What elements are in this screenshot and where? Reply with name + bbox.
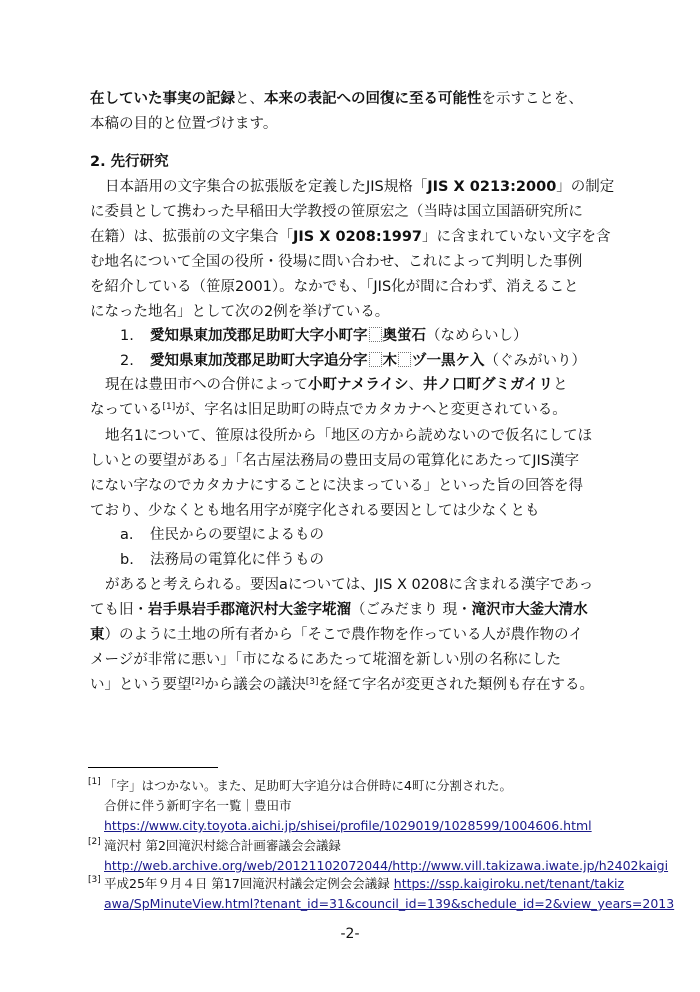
text: 在籍）は、拡張前の文字集合「 xyxy=(90,229,293,245)
missing-glyph-icon xyxy=(369,327,382,342)
paragraph-4 xyxy=(90,573,615,698)
p3-line-3: にない字なのでカタカナにすることに決まっている」といった旨の回答を得 xyxy=(90,478,583,494)
p4-line-2 xyxy=(90,598,615,623)
footnote-link-continued[interactable]: awa/SpMinuteView.html?tenant_id=31&council_id=139&schedule_id=2&view_years=2013 xyxy=(104,896,675,911)
intro-line-1 xyxy=(90,87,615,112)
bold-possibility: 本来の表記への回復に至る可能性 xyxy=(264,91,482,107)
p3-line-1: 地名1について、笹原は役所から「地区の方から読めないので仮名にしてほ xyxy=(105,428,593,444)
text: を新しい別の名称にした xyxy=(401,652,561,668)
footnote-source-title: 合併に伴う新町字名一覧｜豊田市 xyxy=(104,798,292,813)
list-number: 2. xyxy=(120,353,134,369)
reading: （なめらいし） xyxy=(426,328,528,344)
bold-fact-record: 在していた事実の記録 xyxy=(90,91,235,107)
p2-line-1 xyxy=(90,373,615,398)
p4-line-1: があると考えられる。要因aについては、JIS X 0208に含まれる漢字であっ xyxy=(105,577,594,593)
place-name-list xyxy=(90,324,586,374)
text: を経て字名が変更された類例も存在する。 xyxy=(318,677,594,693)
footnote-separator xyxy=(88,767,218,768)
text: を示すことを、 xyxy=(481,91,583,107)
list-letter: b. xyxy=(120,552,134,568)
text: ても旧・ xyxy=(90,602,148,618)
place-name: 愛知県東加茂郡足助町大字小町字 xyxy=(150,328,368,344)
place-name-end: ヅ一黒ケ入 xyxy=(412,353,485,369)
list-letter: a. xyxy=(120,527,134,543)
p4-line-5 xyxy=(90,673,615,698)
paragraph-3 xyxy=(90,424,615,524)
missing-glyph-icon xyxy=(398,352,411,367)
list-number: 1. xyxy=(120,328,134,344)
page-number: -2- xyxy=(340,926,360,942)
missing-glyph-icon xyxy=(369,352,382,367)
p4-line-3 xyxy=(90,623,615,648)
reading: （ぐみがいり） xyxy=(484,353,586,369)
p1-line-4: む地名について全国の役所・役場に問い合わせ、これによって判明した事例 xyxy=(90,254,583,270)
place-name: 愛知県東加茂郡足助町大字追分字 xyxy=(150,353,368,369)
text: なっている xyxy=(90,402,163,418)
footnote-text: 「字」はつかない。また、足助町大字追分は合併時に4町に分割された。 xyxy=(104,778,512,793)
p3-line-4: ており、少なくとも地名用字が廃字化される要因としては少なくとも xyxy=(90,503,540,519)
paragraph-1 xyxy=(90,175,615,325)
footnote-ref-2[interactable]: [2] xyxy=(191,677,205,687)
text: が、字名は旧足助町の時点でカタカナへと変更されている。 xyxy=(175,402,567,418)
place-name-mid: 木 xyxy=(382,353,397,369)
list-text: 住民からの要望によるもの xyxy=(150,527,324,543)
footnote-2 xyxy=(88,836,669,876)
footnote-mark: [2] xyxy=(88,837,101,847)
footnote-link[interactable]: https://www.city.toyota.aichi.jp/shisei/profile/1029019/1028599/1004606.html xyxy=(104,818,592,833)
footnote-ref-3[interactable]: [3] xyxy=(305,677,319,687)
text: ）のように土地の所有者から「そこで農作物を作っている人が農作物のイ xyxy=(104,627,583,643)
footnote-ref-1[interactable]: [1] xyxy=(162,402,176,412)
p4-line-4 xyxy=(90,648,615,673)
footnote-1 xyxy=(88,776,628,836)
paragraph-2 xyxy=(90,373,615,423)
footnote-3 xyxy=(88,874,675,914)
jis-2000-ref: JIS X 0213:2000 xyxy=(427,179,557,195)
footnote-text: 滝沢村 第2回滝沢村総合計画審議会会議録 xyxy=(104,838,341,853)
new-name-2: 井ノ口町グミガイリ xyxy=(422,377,554,393)
text: 現在は豊田市への合併によって xyxy=(105,377,308,393)
p1-line-5: を紹介している（笹原2001）。なかでも、「JIS化が間に合わず、消えること xyxy=(90,279,579,295)
rare-kanji-word: 埖溜 xyxy=(372,652,402,668)
place-name-end: 奥蛍石 xyxy=(382,328,426,344)
footnote-text: 平成25年９月４日 第17回滝沢村議会定例会会議録 xyxy=(104,876,394,891)
text: 日本語用の文字集合の拡張版を定義したJIS規格「 xyxy=(105,179,428,195)
factor-list xyxy=(90,523,324,573)
jis-1997-ref: JIS X 0208:1997 xyxy=(293,229,423,245)
p1-line-2: に委員として携わった早稲田大学教授の笹原宏之（当時は国立国語研究所に xyxy=(90,204,583,220)
old-place-name: 岩手県岩手郡滝沢村大釜字 xyxy=(148,602,322,618)
text: （ごみだまり 現・ xyxy=(351,602,472,618)
list-item xyxy=(90,548,324,573)
current-place-name: 滝沢市大釜大清水 xyxy=(471,602,588,618)
list-item xyxy=(90,523,324,548)
text: と xyxy=(553,377,568,393)
text: 」に含まれていない文字を含 xyxy=(422,229,611,245)
rare-kanji-word: 埖溜 xyxy=(322,602,351,618)
text: 」の制定 xyxy=(556,179,615,195)
text: メージが非常に悪い」「市になるにあたって xyxy=(90,652,373,668)
text: と、 xyxy=(235,91,264,107)
text: から議会の議決 xyxy=(204,677,306,693)
current-place-name-end: 東 xyxy=(90,627,105,643)
text: い」という要望 xyxy=(90,677,192,693)
section-heading: 2. 先行研究 xyxy=(90,154,169,170)
intro-paragraph xyxy=(90,87,615,137)
text: 、 xyxy=(408,377,423,393)
footnote-mark: [1] xyxy=(88,777,101,787)
footnote-link[interactable]: https://ssp.kaigiroku.net/tenant/takiz xyxy=(393,876,625,891)
list-item xyxy=(90,324,586,349)
footnote-link[interactable]: http://web.archive.org/web/20121102072044/http://www.vill.takizawa.iwate.jp/h2402kaigi xyxy=(104,858,669,873)
new-name-1: 小町ナメライシ xyxy=(308,377,409,393)
footnote-mark: [3] xyxy=(88,875,101,885)
list-text: 法務局の電算化に伴うもの xyxy=(150,552,324,568)
p1-line-3 xyxy=(90,225,615,250)
p3-line-2: しいとの要望がある」「名古屋法務局の豊田支局の電算化にあたってJIS漢字 xyxy=(90,453,580,469)
p1-line-6: になった地名」として次の2例を挙げている。 xyxy=(90,304,390,320)
p1-line-1 xyxy=(90,175,615,200)
intro-line-2: 本稿の目的と位置づけます。 xyxy=(90,116,278,132)
list-item xyxy=(90,349,586,374)
p2-line-2 xyxy=(90,398,615,423)
